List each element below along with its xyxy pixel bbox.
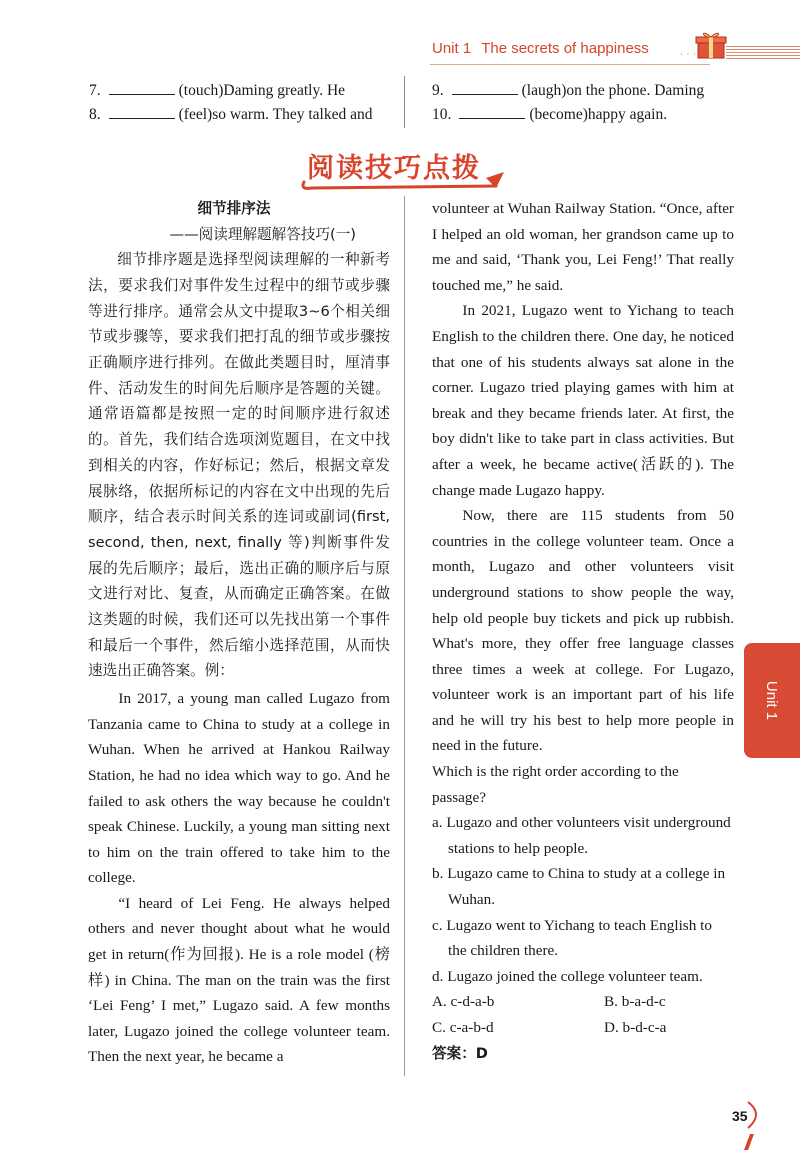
order-option-c: c. Lugazo went to Yichang to teach English to the children there. <box>432 916 712 960</box>
exercise-hint: (touch) <box>178 82 224 99</box>
answer-choices <box>432 989 734 1040</box>
exercise-hint: (laugh) <box>521 82 567 99</box>
passage-paragraph-2: “I heard of Lei Feng. He always helped others and never thought about what he would get in return(作为回报). He is a role model (榜样) in China. The man on the train was the first ‘Lei Feng’ I met,” Lugazo said. A few months later, Lugazo joined the college volunteer team. Then the next year, he became a <box>88 894 390 1066</box>
column-divider-top <box>404 76 405 128</box>
page-number: 35 <box>732 1108 748 1124</box>
answer-blank[interactable] <box>109 80 175 95</box>
choice-a[interactable]: A. c-d-a-b <box>432 993 495 1011</box>
answer-blank[interactable] <box>452 80 518 95</box>
exercise-7 <box>89 80 345 100</box>
passage-paragraph-4: Now, there are 115 students from 50 countries in the college volunteer team. Once a month, Lugazo and other volunteers visit underground stations to show people the way, help old people buy tickets and pick up rubbish. What's more, they offer free language classes three times a week at college. For Lugazo, volunteer work is an important part of his life and he will try his best to help more people in need in the future. <box>432 507 734 755</box>
method-subheading: ——阅读理解题解答技巧(一) <box>169 225 356 243</box>
passage-paragraph-3: In 2021, Lugazo went to Yichang to teach English to the children there. One day, he noticed that one of his students always sat alone in the corner. Lugazo tried playing games with him at break and they became friends later. At first, the boy didn't like to take part in class activities. But after a week, he became active(活跃的). The change made Lugazo happy. <box>432 302 734 499</box>
header-dots: · · · <box>680 50 697 59</box>
exercise-8 <box>89 104 372 124</box>
exercise-text: happy again. <box>587 106 668 123</box>
answer-key: 答案：D <box>432 1044 488 1062</box>
passage-paragraph-2-continued: volunteer at Wuhan Railway Station. “Once, after I helped an old woman, her grandson came up to me and said, ‘Thank you, Lei Feng!’ That really touched me,” he said. <box>432 200 734 294</box>
header-rule <box>430 64 710 65</box>
header-unit-title: The secrets of happiness <box>481 40 649 57</box>
exercise-text: on the phone. Daming <box>566 82 705 99</box>
exercise-hint: (feel) <box>178 106 213 123</box>
order-option-a: a. Lugazo and other volunteers visit underground stations to help people. <box>432 814 731 857</box>
unit-side-tab-label: Unit 1 <box>763 680 781 721</box>
exercise-9 <box>432 80 704 100</box>
section-title: 阅读技巧点拨 <box>307 153 481 184</box>
answer-blank[interactable] <box>109 104 175 119</box>
column-divider <box>404 196 405 1076</box>
method-intro: 细节排序题是选择型阅读理解的一种新考法，要求我们对事件发生过程中的细节或步骤等进行排序。通常会从文中提取3~6个相关细节或步骤等，要求我们把打乱的细节或步骤按正确顺序进行排列。在做此类题目时，厘清事件、活动发生的时间先后顺序是答题的关键。通常语篇都是按照一定的时间顺序进行叙述的。首先，我们结合选项浏览题目，在文中找到相关的内容，作好标记；然后，根据文章发展脉络，依据所标记的内容在文中出现的先后顺序，结合表示时间关系的连词或副词(first, second, then, next, finally 等)判断事件发展的先后顺序；最后，选出正确的顺序后与原文进行对比、复查，从而确定正确答案。在做这类题的时候，我们还可以先找出第一个事件和最后一个事件，然后缩小选择范围，从而快速选出正确答案。例： <box>88 251 390 680</box>
choice-d[interactable]: D. b-d-c-a <box>604 1019 667 1036</box>
left-column <box>88 196 390 1070</box>
passage-paragraph-1: In 2017, a young man called Lugazo from Tanzania came to China to study at a college in Wuhan. When he arrived at Hankou Railway Station, he had no idea which way to go. And he failed to ask others the way because he couldn't speak Chinese. Luckily, a young man sitting next to him on the train offered to take him to the college. <box>88 690 390 887</box>
exercise-number: 7. <box>89 82 101 99</box>
question-text: Which is the right order according to the passage? <box>432 763 679 806</box>
answer-blank[interactable] <box>459 104 525 119</box>
choice-c[interactable]: C. c-a-b-d <box>432 1019 494 1036</box>
unit-side-tab-label-wrap <box>744 643 800 758</box>
exercise-hint: (become) <box>529 106 588 123</box>
header-title <box>432 40 649 57</box>
exercise-number: 8. <box>89 106 101 123</box>
order-option-b: b. Lugazo came to China to study at a college in Wuhan. <box>432 865 726 909</box>
method-heading: 细节排序法 <box>197 200 271 217</box>
header-unit: Unit 1 <box>432 40 472 57</box>
right-column <box>432 196 734 1066</box>
choice-b[interactable]: B. b-a-d-c <box>604 993 666 1011</box>
exercise-text: Daming greatly. He <box>223 82 346 99</box>
exercise-number: 10. <box>432 106 452 123</box>
exercise-text: so warm. They talked and <box>212 106 373 123</box>
exercise-number: 9. <box>432 82 444 99</box>
exercise-10 <box>432 104 667 124</box>
order-option-d: d. Lugazo joined the college volunteer team. <box>432 967 703 985</box>
gift-box-icon <box>694 28 728 67</box>
header-stripes <box>726 46 800 60</box>
